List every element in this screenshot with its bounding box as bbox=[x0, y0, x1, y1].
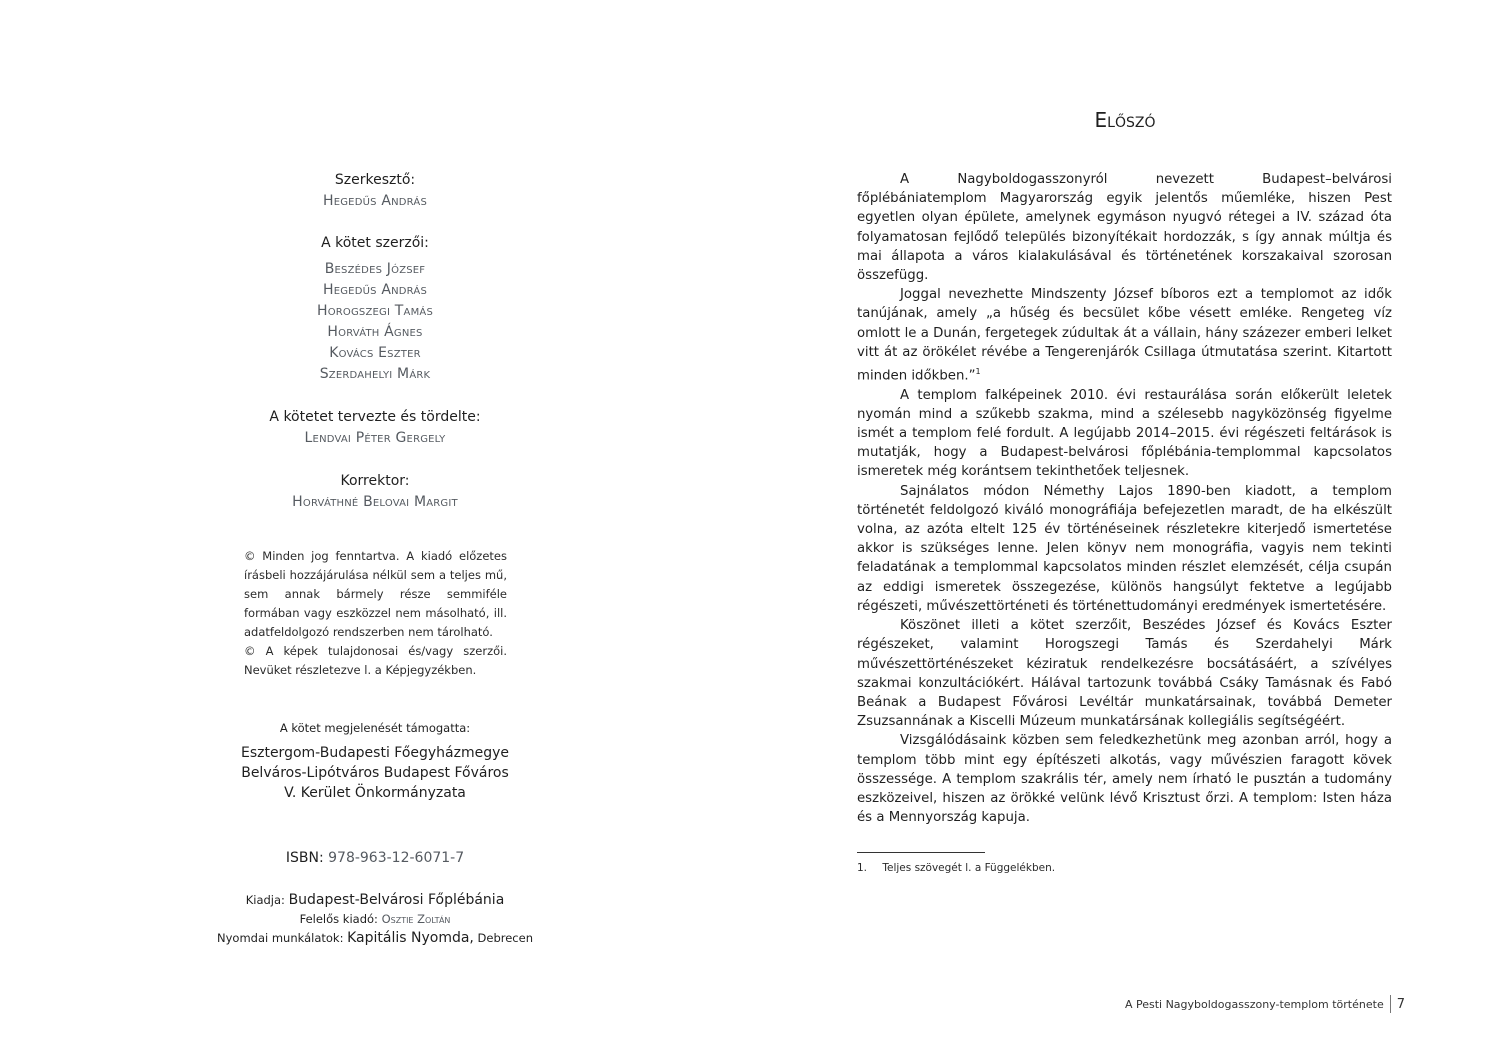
foreword-body bbox=[857, 170, 1392, 827]
page-number: 7 bbox=[1396, 996, 1405, 1012]
footnote-divider bbox=[857, 852, 985, 853]
footer-divider bbox=[1390, 995, 1391, 1013]
footnote-number: 1. bbox=[857, 862, 868, 874]
printing-value: Kapitális Nyomda, bbox=[347, 930, 474, 946]
support-block bbox=[200, 719, 550, 803]
designer-role: A kötetet tervezte és tördelte: bbox=[269, 409, 481, 425]
proofreader-block bbox=[200, 471, 550, 513]
funder-list bbox=[200, 743, 550, 803]
author-name: Horogszegi Tamás bbox=[316, 303, 434, 319]
funder-name: Esztergom-Budapesti Főegyházmegye bbox=[240, 745, 510, 761]
isbn-line bbox=[200, 848, 550, 869]
responsible-label: Felelős kiadó: bbox=[299, 912, 378, 926]
page-title: Előszó bbox=[1094, 108, 1156, 132]
author-name: Horváth Ágnes bbox=[327, 324, 423, 340]
editor-block bbox=[200, 170, 550, 212]
publisher-line bbox=[200, 891, 550, 910]
printing-city: Debrecen bbox=[477, 931, 533, 945]
responsible-value: Osztie Zoltán bbox=[381, 912, 451, 926]
responsible-line bbox=[200, 910, 550, 929]
isbn-label: ISBN: bbox=[285, 850, 324, 866]
support-label: A kötet megjelenését támogatta: bbox=[279, 721, 471, 735]
copyright-notice bbox=[244, 547, 507, 680]
author-name: Szerdahelyi Márk bbox=[319, 366, 431, 382]
paragraph: A templom falképeinek 2010. évi restaurálása során előkerült leletek nyomán mind a szűkebb szakma, mind a szélesebb nagyközönség figyelme ismét a templom felé fordult. A legújabb 2014–2015. évi régészeti feltárások is mutatják, hogy a Budapest-belvárosi főplébánia-templommal kapcsolatos ismeretek még korántsem tekinthetőek teljesnek. bbox=[857, 387, 1392, 480]
copyright-text: © Minden jog fenntartva. A kiadó előzetes írásbeli hozzájárulása nélkül sem a teljes mű, sem annak bármely része semmiféle formában vagy eszközzel nem másolható, ill. adatfeldolgozó rendszerben nem tárolható. bbox=[244, 549, 507, 639]
proofreader-role: Korrektor: bbox=[340, 473, 410, 489]
author-name: Kovács Eszter bbox=[329, 345, 421, 361]
isbn-value: 978-963-12-6071-7 bbox=[328, 850, 465, 866]
funder-name: Belváros-Lipótváros Budapest Főváros bbox=[241, 765, 509, 781]
designer-block bbox=[200, 407, 550, 449]
author-name: Hegedűs András bbox=[322, 282, 428, 298]
funder-name: V. Kerület Önkormányzata bbox=[284, 785, 466, 801]
editor-name: Hegedűs András bbox=[322, 193, 428, 209]
footnote-ref[interactable]: 1 bbox=[975, 367, 981, 377]
paragraph bbox=[857, 285, 1392, 385]
publisher-label: Kiadja: bbox=[245, 893, 285, 907]
editor-role: Szerkesztő: bbox=[334, 172, 416, 188]
footnote-text: Teljes szövegét l. a Függelékben. bbox=[882, 862, 1056, 874]
proofreader-name: Horváthné Belovai Margit bbox=[292, 494, 458, 510]
paragraph: Sajnálatos módon Némethy Lajos 1890-ben kiadott, a templom történetét feldolgozó kiváló monográfiája befejezetlen maradt, de ha elkészült volna, az azóta eltelt 125 év történéseinek részletekre kiterjedő ismertetése akkor is szükséges lenne. Jelen könyv nem monográfia, vagyis nem tekinti feladatának a templommal kapcsolatos minden részlet elemzését, célja csupán az eddigi ismeretek összegezése, különös hangsúlyt fektetve a legújabb régészeti, művészettörténeti és történettudományi eredmények ismertetésére. bbox=[857, 483, 1392, 614]
image-copyright-text: © A képek tulajdonosai és/vagy szerzői. Nevüket részletezve l. a Képjegyzékben. bbox=[244, 644, 507, 677]
paragraph: A Nagyboldogasszonyról nevezett Budapest–belvárosi főplébániatemplom Magyarország egyik jelentős műemléke, hiszen Pest egyetlen olyan épülete, amelynek egymáson nyugvó rétegei a IV. század óta folyamatosan fejlődő település bizonyítékait hordozzák, s így annak múltja és mai állapota a város kialakulásával és történetének korszakaival szorosan összefügg. bbox=[857, 172, 1392, 284]
paragraph-text: Joggal nevezhette Mindszenty József bíboros ezt a templomot az idők tanújának, amely „a hűség és becsület kőbe vésett emléke. Rengeteg víz omlott le a Dunán, fergetegek zúdultak át a vállain, hány százezer emberi lelket vitt át az örökélet révébe a Tengerenjárók Csillaga útmutatása szerint. Kitartott minden időkben.” bbox=[857, 287, 1392, 384]
printing-line bbox=[200, 929, 550, 948]
printing-label: Nyomdai munkálatok: bbox=[217, 931, 344, 945]
paragraph: Vizsgálódásaink közben sem feledkezhetünk meg azonban arról, hogy a templom több mint egy építészeti alkotás, vagy művészien faragott kövek összessége. A templom szakrális tér, amely nem írható le pusztán a tudomány eszközeivel, hiszen az örökké velünk lévő Krisztust őrzi. A templom: Isten háza és a Mennyország kapuja. bbox=[857, 733, 1392, 826]
paragraph: Köszönet illeti a kötet szerzőit, Beszédes József és Kovács Eszter régészeket, valamint Horogszegi Tamás és Szerdahelyi Márk művészettörténészeket kéziratuk rendelkezésre bocsátásáért, a szívélyes szakmai konzultációkért. Hálával tartozunk továbbá Csáky Tamásnak és Fabó Beának a Budapest Fővárosi Levéltár munkatársainak, továbbá Demeter Zsuzsannának a Kiscelli Múzeum munkatársának kollegiális segítségéért. bbox=[857, 618, 1392, 730]
publisher-value: Budapest-Belvárosi Főplébánia bbox=[288, 892, 505, 908]
imprint-page bbox=[200, 170, 550, 948]
running-title: A Pesti Nagyboldogasszony-templom története bbox=[1124, 997, 1384, 1011]
designer-name: Lendvai Péter Gergely bbox=[304, 430, 446, 446]
authors-role: A kötet szerzői: bbox=[321, 235, 429, 251]
authors-block bbox=[200, 233, 550, 385]
author-name: Beszédes József bbox=[324, 261, 426, 277]
running-footer bbox=[1125, 995, 1405, 1013]
footnote bbox=[857, 862, 1055, 874]
publisher-block bbox=[200, 891, 550, 948]
